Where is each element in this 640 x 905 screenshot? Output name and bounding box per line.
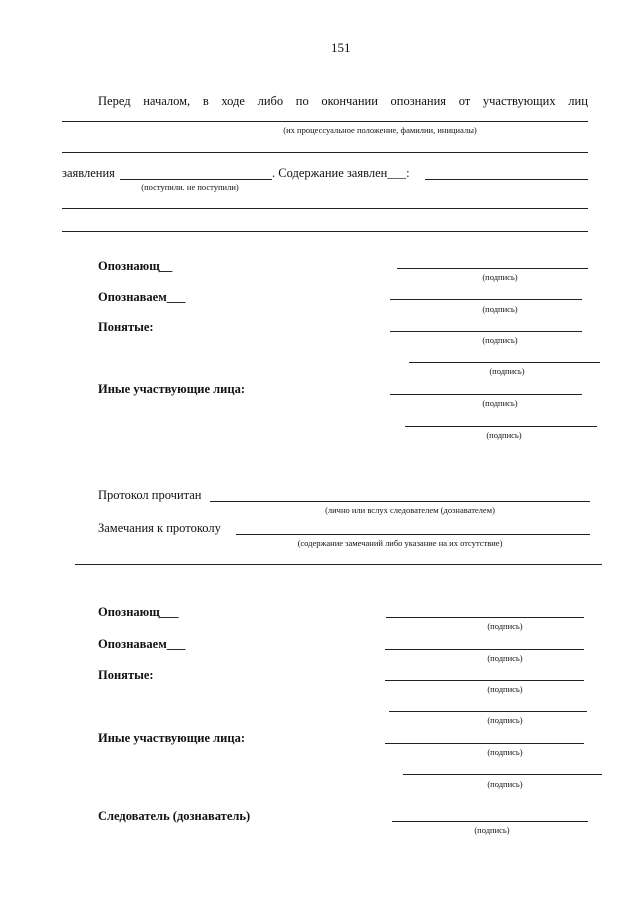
intro-word: участвующих xyxy=(482,94,556,108)
signature-caption: (подпись) xyxy=(489,366,525,376)
witnesses-label: Понятые: xyxy=(98,320,154,334)
statements-received-line[interactable] xyxy=(120,179,272,180)
signature-caption: (подпись) xyxy=(487,684,523,694)
signature-caption: (подпись) xyxy=(482,335,518,345)
statements-line-1[interactable] xyxy=(62,208,588,209)
identified-signature-line-2[interactable] xyxy=(385,649,584,650)
identifier-label: Опознающ__ xyxy=(98,259,173,273)
participants-line-2[interactable] xyxy=(62,152,588,153)
signature-caption: (подпись) xyxy=(487,747,523,757)
statements-content-label: . Содержание заявлен___: xyxy=(272,166,410,180)
signature-caption: (подпись) xyxy=(487,653,523,663)
intro-word: либо xyxy=(257,94,284,108)
participants-line[interactable] xyxy=(62,121,588,122)
signature-caption: (подпись) xyxy=(482,304,518,314)
identified-label-2: Опознаваем___ xyxy=(98,637,186,651)
signature-caption: (подпись) xyxy=(487,779,523,789)
other1-signature-line[interactable] xyxy=(390,394,582,395)
intro-word: опознания xyxy=(390,94,447,108)
intro-word: ходе xyxy=(221,94,245,108)
identified-label: Опознаваем___ xyxy=(98,290,186,304)
signature-caption: (подпись) xyxy=(474,825,510,835)
witness2-signature-line[interactable] xyxy=(409,362,600,363)
intro-word: лиц xyxy=(568,94,588,108)
other2-signature-line[interactable] xyxy=(405,426,597,427)
statements-received-caption: (поступили. не поступили) xyxy=(141,182,239,192)
intro-line xyxy=(98,94,588,109)
remarks-label: Замечания к протоколу xyxy=(98,521,221,535)
identifier-signature-line[interactable] xyxy=(397,268,588,269)
other-participants-label-2: Иные участвующие лица: xyxy=(98,731,245,745)
witness1-signature-line-2[interactable] xyxy=(385,680,584,681)
other1-signature-line-2[interactable] xyxy=(385,743,584,744)
other2-signature-line-2[interactable] xyxy=(403,774,602,775)
participants-caption: (их процессуальное положение, фамилии, инициалы) xyxy=(283,125,477,135)
statements-label: заявления xyxy=(62,166,115,180)
signature-caption: (подпись) xyxy=(482,398,518,408)
remarks-caption: (содержание замечаний либо указание на их отсутствие) xyxy=(297,538,503,548)
statements-line-2[interactable] xyxy=(62,231,588,232)
signature-caption: (подпись) xyxy=(487,715,523,725)
identifier-label-2: Опознающ___ xyxy=(98,605,179,619)
signature-caption: (подпись) xyxy=(487,621,523,631)
intro-word: началом, xyxy=(143,94,191,108)
witnesses-label-2: Понятые: xyxy=(98,668,154,682)
intro-word: от xyxy=(458,94,471,108)
remarks-line-2[interactable] xyxy=(75,564,602,565)
investigator-signature-line[interactable] xyxy=(392,821,588,822)
signature-caption: (подпись) xyxy=(482,272,518,282)
protocol-read-label: Протокол прочитан xyxy=(98,488,202,502)
page-number: 151 xyxy=(331,40,351,55)
intro-word: окончании xyxy=(321,94,378,108)
identifier-signature-line-2[interactable] xyxy=(386,617,584,618)
intro-word: Перед xyxy=(98,94,131,108)
statements-content-line[interactable] xyxy=(425,179,588,180)
intro-word: по xyxy=(295,94,309,108)
protocol-read-line[interactable] xyxy=(210,501,590,502)
protocol-read-caption: (лично или вслух следователем (дознавателем) xyxy=(325,505,495,515)
witness2-signature-line-2[interactable] xyxy=(389,711,587,712)
intro-word: в xyxy=(202,94,209,108)
investigator-label: Следователь (дознаватель) xyxy=(98,809,251,823)
identified-signature-line[interactable] xyxy=(390,299,582,300)
witness1-signature-line[interactable] xyxy=(390,331,582,332)
signature-caption: (подпись) xyxy=(486,430,522,440)
remarks-line[interactable] xyxy=(236,534,590,535)
other-participants-label: Иные участвующие лица: xyxy=(98,382,245,396)
